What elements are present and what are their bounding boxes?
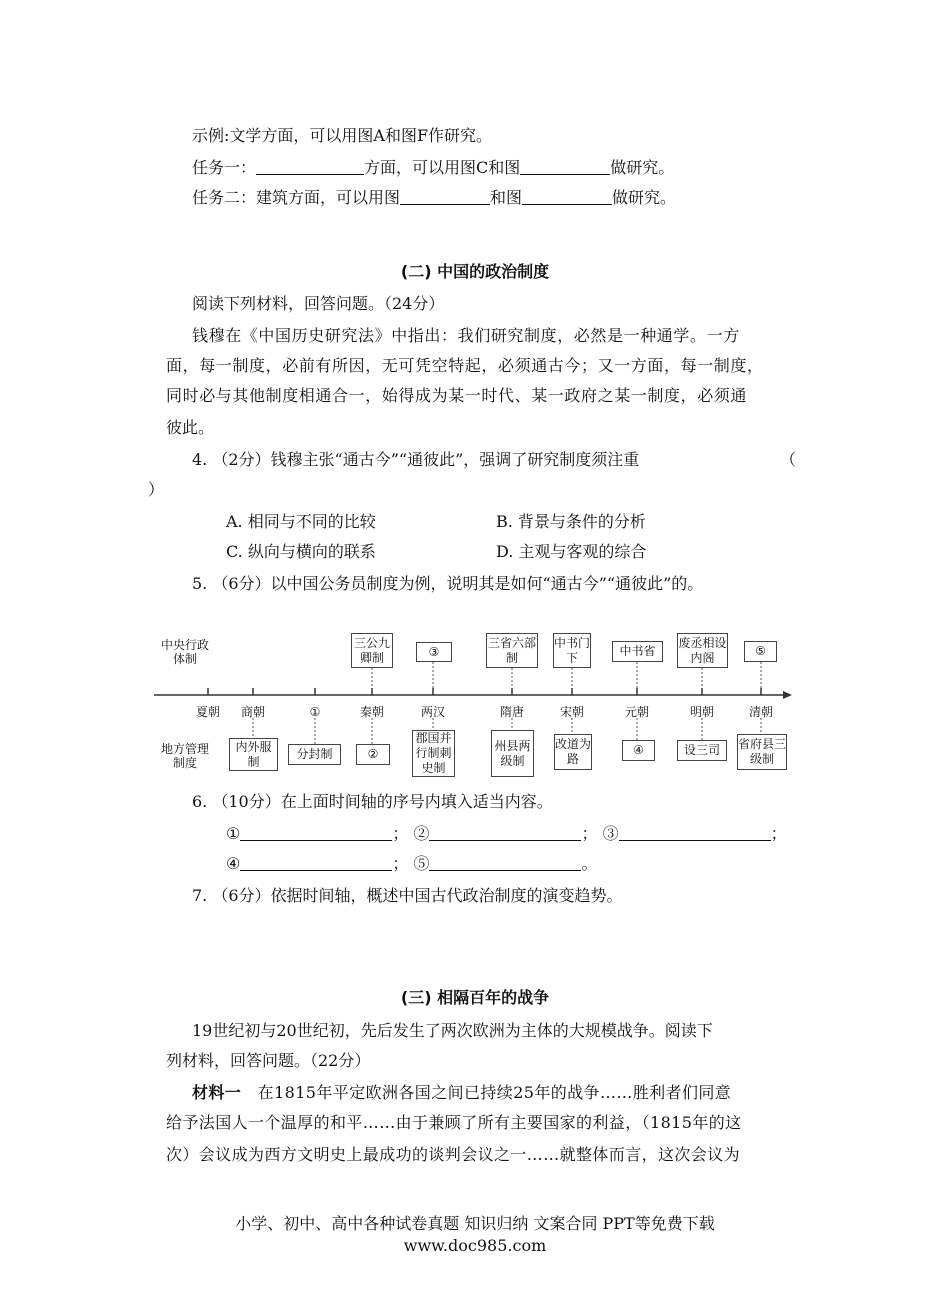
material-line-2: 面，每一制度，必前有所因，无可凭空特起，必须通古今；又一方面，每一制度， (166, 356, 764, 375)
local-box-sui-tang: 州县两级制 (491, 730, 534, 777)
local-box-han: 郡国并行制刺史制 (412, 730, 455, 777)
section3-intro-2: 列材料，回答问题。（22分） (166, 1051, 371, 1070)
central-box-ming: 废丞相设内阁 (677, 633, 728, 668)
local-box-ming: 设三司 (677, 740, 727, 761)
task1-label: 任务一： (192, 158, 257, 177)
era-yuan: 元朝 (624, 705, 649, 719)
task1-end: 做研究。 (610, 158, 675, 177)
q6-sep-3: ； (770, 824, 787, 843)
q6-end: 。 (581, 854, 598, 873)
central-box-qin: 三公九卿制 (351, 633, 393, 668)
material1-text-1: 在1815年平定欧洲各国之间已持续25年的战争……胜利者们同意 (257, 1083, 732, 1102)
material-line-1: 钱穆在《中国历史研究法》中指出：我们研究制度，必然是一种通学。一方 (192, 326, 740, 345)
question-4: 4. （2分）钱穆主张“通古今”“通彼此”，强调了研究制度须注重 (192, 450, 640, 469)
era-han: 两汉 (420, 705, 445, 719)
q6-blank-3[interactable] (619, 824, 771, 841)
q6-sep-2: ； (581, 824, 598, 843)
material1-line-1 (192, 1083, 731, 1103)
example-line: 示例:文学方面，可以用图A和图F作研究。 (192, 126, 493, 145)
era-blank-1: ① (309, 705, 321, 719)
q6-mark-4: ④ (226, 854, 241, 873)
q6-blank-1[interactable] (240, 824, 392, 841)
question-6: 6. （10分）在上面时间轴的序号内填入适当内容。 (192, 792, 553, 811)
q6-mark-5: ⑤ (413, 854, 430, 873)
question-5: 5. （6分）以中国公务员制度为例，说明其是如何“通古今”“通彼此”的。 (192, 574, 704, 593)
footer-promo: 小学、初中、高中各种试卷真题 知识归纳 文案合同 PPT等免费下载 (235, 1214, 715, 1233)
material-line-3: 同时必与其他制度相通合一，始得成为某一时代、某一政府之某一制度，必须通 (166, 386, 748, 405)
era-song: 宋朝 (559, 705, 584, 719)
material-line-4: 彼此。 (166, 418, 215, 437)
section2-title: (二) 中国的政治制度 (400, 262, 550, 281)
local-box-blank-2: ② (356, 744, 390, 765)
era-ming: 明朝 (689, 705, 714, 719)
local-row-label: 地方管理制度 (160, 742, 209, 770)
question-7: 7. （6分）依据时间轴，概述中国古代政治制度的演变趋势。 (192, 886, 623, 905)
q6-mark-2: ② (413, 824, 430, 843)
q6-blank-2[interactable] (429, 824, 581, 841)
q6-row-2 (226, 854, 597, 874)
era-shang: 商朝 (240, 705, 265, 719)
central-box-blank-3: ③ (416, 642, 452, 662)
section3-intro-1: 19世纪初与20世纪初，先后发生了两次欧洲为主体的大规模战争。阅读下 (192, 1021, 713, 1040)
q4-paren-close: ） (148, 480, 165, 499)
central-box-song: 中书门下 (553, 633, 591, 668)
era-qin: 秦朝 (359, 705, 384, 719)
section3-title: (三) 相隔百年的战争 (400, 988, 550, 1007)
section2-intro: 阅读下列材料，回答问题。（24分） (192, 294, 445, 313)
era-sui-tang: 隋唐 (499, 705, 524, 719)
era-xia: 夏朝 (195, 705, 220, 719)
task1-mid: 方面，可以用图C和图 (364, 158, 521, 177)
q6-blank-4[interactable] (240, 854, 392, 871)
material1-label: 材料一 (192, 1083, 242, 1102)
era-qing: 清朝 (748, 705, 773, 719)
axis-arrow-icon (783, 691, 792, 699)
task2-label: 任务二：建筑方面，可以用图 (192, 188, 401, 207)
central-box-yuan: 中书省 (612, 641, 663, 662)
task2-mid: 和图 (490, 188, 523, 207)
q6-blank-5[interactable] (429, 854, 581, 871)
q4-option-a[interactable]: A. 相同与不同的比较 (226, 512, 376, 531)
footer-url[interactable]: www.doc985.com (403, 1236, 547, 1255)
q6-mark-1: ① (226, 824, 241, 843)
axis-ticks (208, 688, 761, 695)
task2-end: 做研究。 (612, 188, 677, 207)
q4-option-c[interactable]: C. 纵向与横向的联系 (226, 542, 376, 561)
central-box-blank-5: ⑤ (744, 641, 777, 662)
local-box-qing: 省府县三级制 (737, 734, 787, 770)
local-box-blank-4: ④ (622, 740, 655, 761)
material1-line-3: 次）会议成为西方文明史上最成功的谈判会议之一……就整体而言，这次会议为 (166, 1145, 741, 1164)
q4-option-b[interactable]: B. 背景与条件的分析 (496, 512, 646, 531)
q4-paren-open: （ (780, 450, 797, 469)
q6-sep-1: ； (392, 824, 409, 843)
q6-mark-3: ③ (602, 824, 619, 843)
q4-option-d[interactable]: D. 主观与客观的综合 (496, 542, 647, 561)
central-box-sui-tang: 三省六部制 (486, 633, 538, 668)
local-box-song: 改道为路 (554, 734, 592, 770)
local-box-fengjian: 分封制 (288, 744, 341, 765)
central-row-label: 中央行政体制 (160, 638, 209, 666)
q6-row-1 (226, 824, 787, 844)
material1-line-2: 给予法国人一个温厚的和平……由于兼顾了所有主要国家的利益，（1815年的这 (166, 1113, 742, 1132)
q6-sep-4: ； (392, 854, 409, 873)
local-box-shang: 内外服制 (229, 738, 278, 771)
